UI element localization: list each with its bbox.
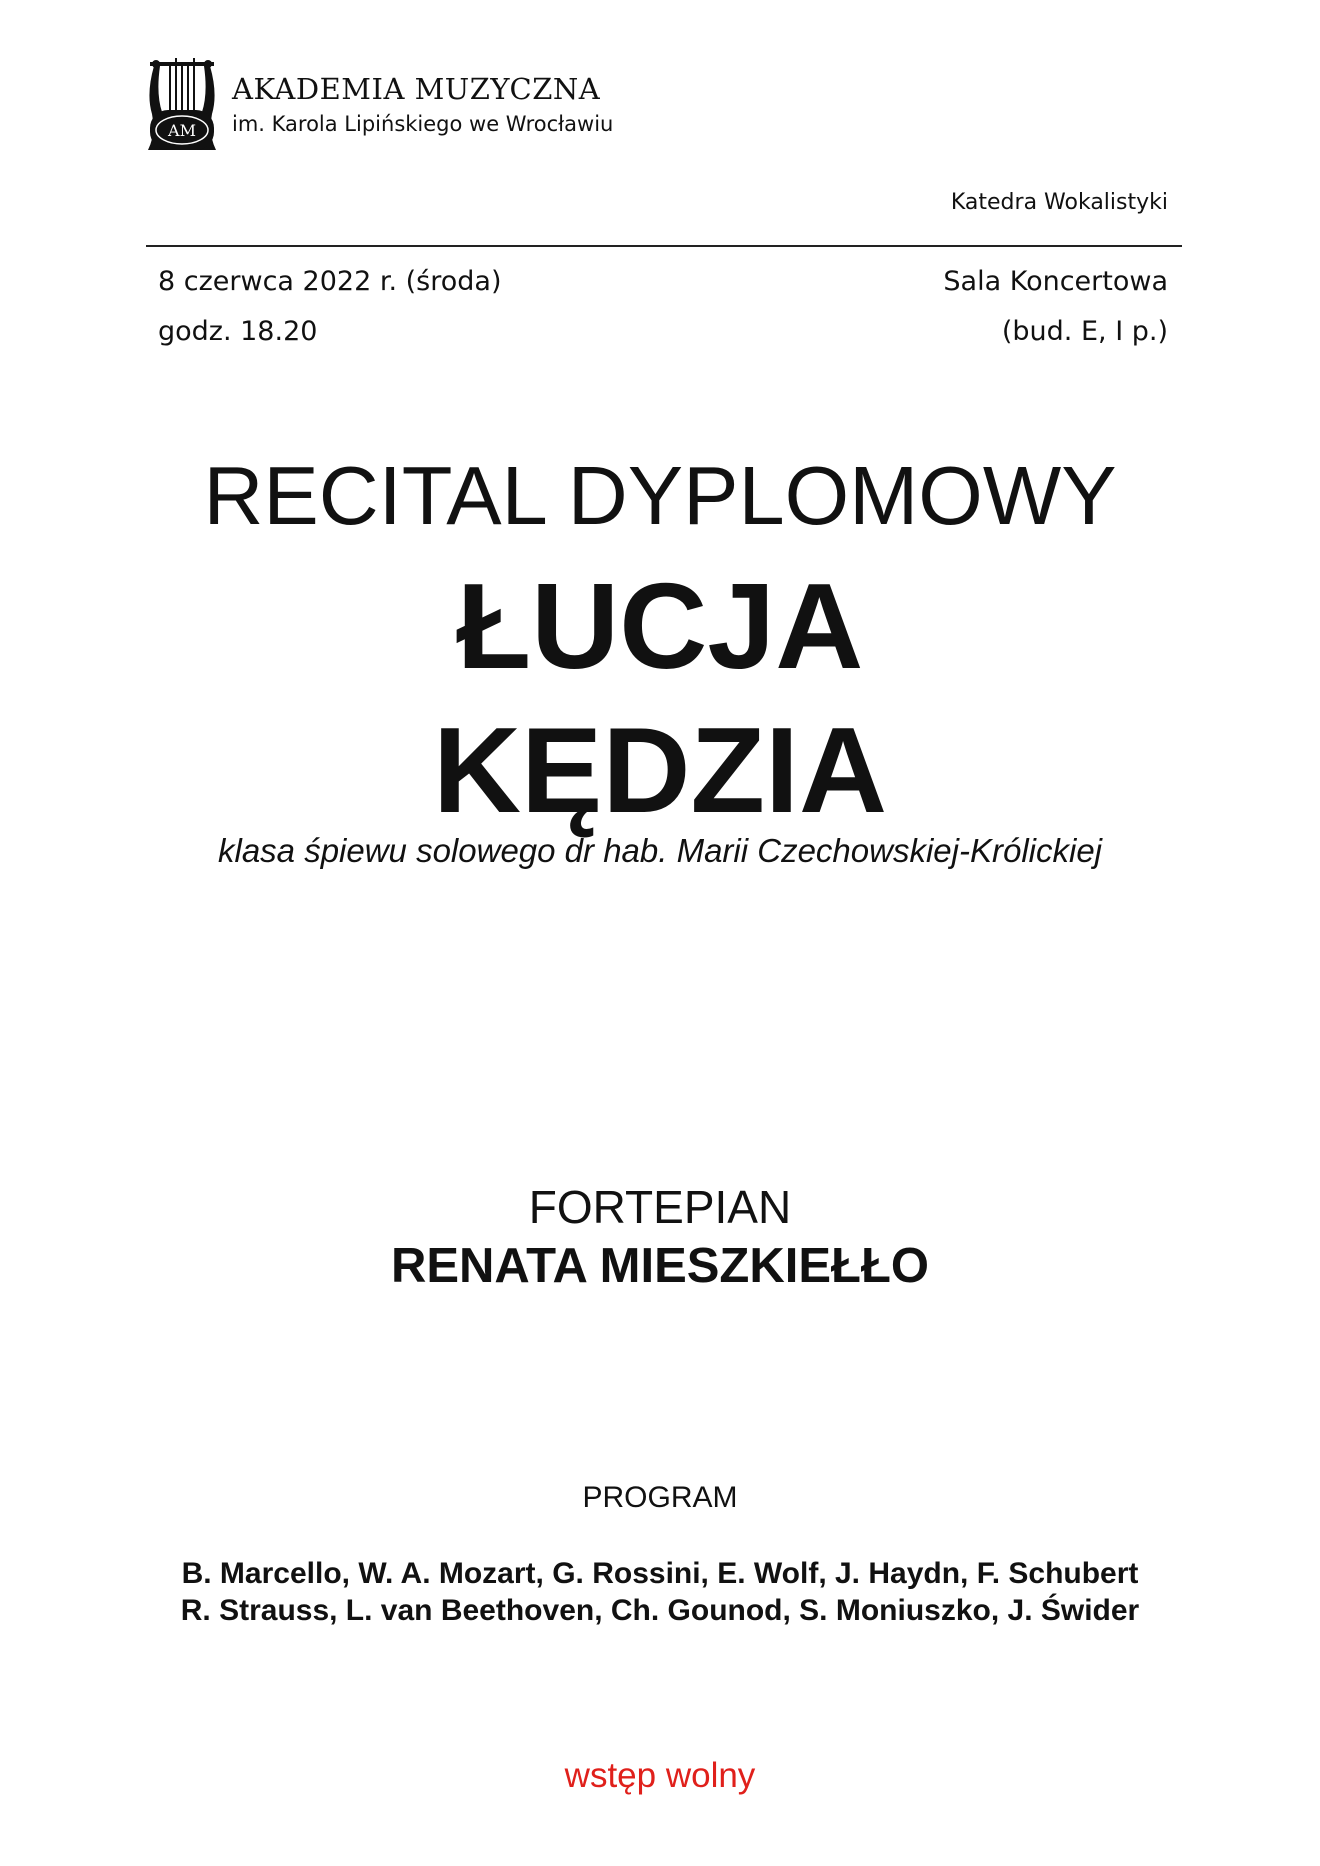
event-date: 8 czerwca 2022 r. (środa) bbox=[158, 266, 502, 297]
event-time: godz. 18.20 bbox=[158, 316, 318, 347]
lyre-logo-icon bbox=[146, 54, 218, 154]
event-venue-detail: (bud. E, I p.) bbox=[1001, 316, 1168, 347]
class-info: klasa śpiewu solowego dr hab. Marii Czechowskiej-Królickiej bbox=[217, 832, 1103, 869]
pianist-name: RENATA MIESZKIEŁŁO bbox=[390, 1239, 930, 1293]
composers-line: R. Strauss, L. van Beethoven, Ch. Gounod, S. Moniuszko, J. Świder bbox=[180, 1594, 1140, 1627]
divider bbox=[146, 245, 1182, 247]
performer-last-name: KĘDZIA bbox=[432, 702, 888, 838]
performer-first-name: ŁUCJA bbox=[456, 558, 864, 694]
recital-title: RECITAL DYPLOMOWY bbox=[203, 449, 1117, 542]
composers-line: B. Marcello, W. A. Mozart, G. Rossini, E. Wolf, J. Haydn, F. Schubert bbox=[181, 1557, 1139, 1590]
org-name: AKADEMIA MUZYCZNA bbox=[232, 72, 601, 106]
instrument-label: FORTEPIAN bbox=[528, 1181, 792, 1233]
program-label: PROGRAM bbox=[582, 1481, 738, 1514]
department: Katedra Wokalistyki bbox=[950, 190, 1168, 215]
org-subtitle: im. Karola Lipińskiego we Wrocławiu bbox=[232, 112, 614, 136]
svg-text:AM: AM bbox=[168, 121, 196, 140]
free-entry-note: wstęp wolny bbox=[564, 1756, 756, 1795]
event-venue: Sala Koncertowa bbox=[943, 266, 1168, 297]
